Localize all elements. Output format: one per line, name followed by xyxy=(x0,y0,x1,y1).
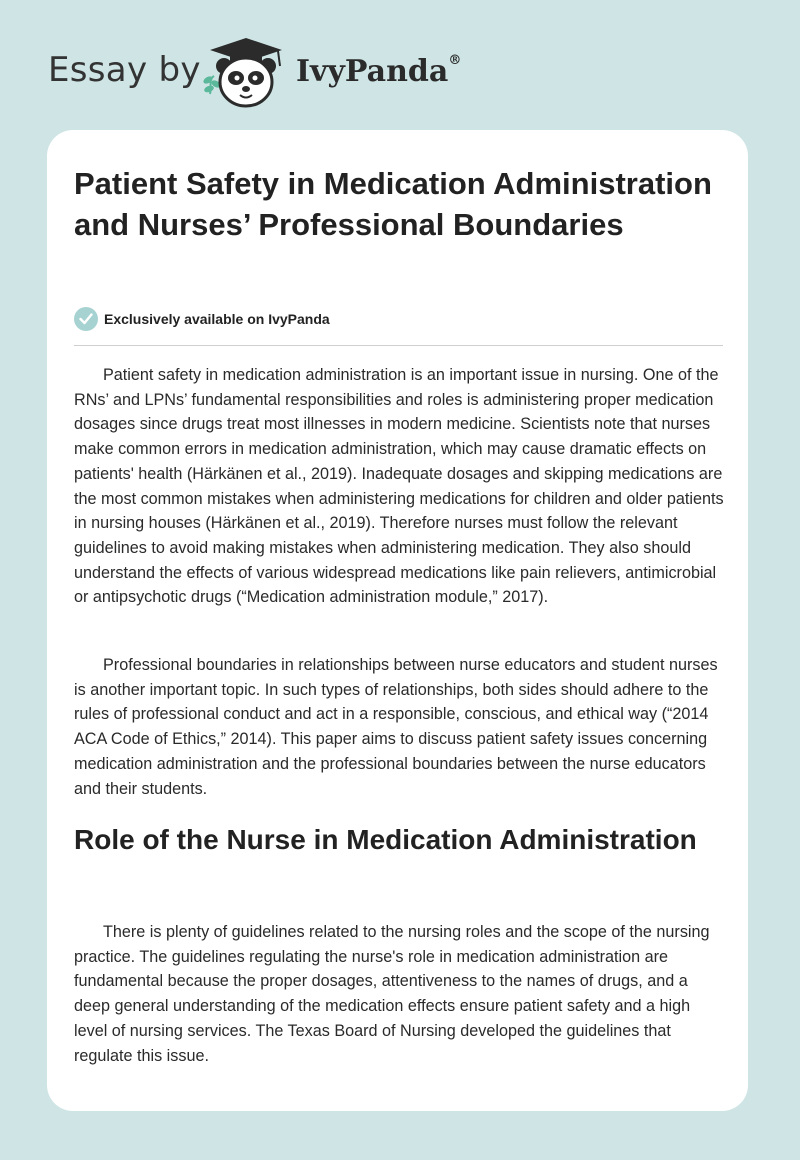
body-paragraph: Professional boundaries in relationships between nurse educators and student nurses is another important topic. In such types of relationships, both sides should adhere to the rules of professional conduct and act in a responsible, conscious, and ethical way (“2014 ACA Code of Ethics,” 2014). This paper aims to discuss patient safety issues concerning medication administration and the professional boundaries between the nurse educators and their students. xyxy=(74,656,718,798)
body-paragraph: Patient safety in medication administration is an important issue in nursing. One of the RNs’ and LPNs’ fundamental responsibilities and roles is administering proper medication dosages since drugs treat most illnesses in modern medicine. Scientists note that nurses make common errors in medication administration, which may cause dramatic effects on patients' health (Härkänen et al., 2019). Inadequate dosages and skipping medications are the most common mistakes when administering medications for children and older patients in nursing houses (Härkänen et al., 2019). Therefore nurses must follow the relevant guidelines to avoid making mistakes when administering medication. They also should understand the effects of various widespread medications like pain relievers, antimicrobial or antipsychotic drugs (“Medication administration module,” 2017). xyxy=(74,366,724,607)
panda-graduate-logo-icon[interactable] xyxy=(200,36,292,110)
check-circle-icon xyxy=(74,307,98,331)
section-paragraph: There is plenty of guidelines related to the nursing roles and the scope of the nursing practice. The guidelines regulating the nurse's role in medication administration are fundamental because the proper dosages, attentiveness to the names of drugs, and a deep general understanding of the medication effects ensure patient safety and a high level of nursing services. The Texas Board of Nursing developed the guidelines that regulate this issue. xyxy=(74,923,710,1065)
brand-name[interactable] xyxy=(296,54,461,89)
exclusive-label: Exclusively available on IvyPanda xyxy=(104,311,330,327)
exclusive-badge xyxy=(74,306,330,332)
article-card xyxy=(47,130,748,1111)
divider xyxy=(74,345,723,346)
brand-name-text: IvyPanda xyxy=(296,54,449,89)
trademark-symbol: ® xyxy=(448,53,462,68)
section-heading: Role of the Nurse in Medication Administration xyxy=(74,824,697,855)
essay-by-label: Essay by xyxy=(48,50,201,90)
site-header xyxy=(0,0,800,130)
article-title: Patient Safety in Medication Administration and Nurses’ Professional Boundaries xyxy=(74,166,712,242)
